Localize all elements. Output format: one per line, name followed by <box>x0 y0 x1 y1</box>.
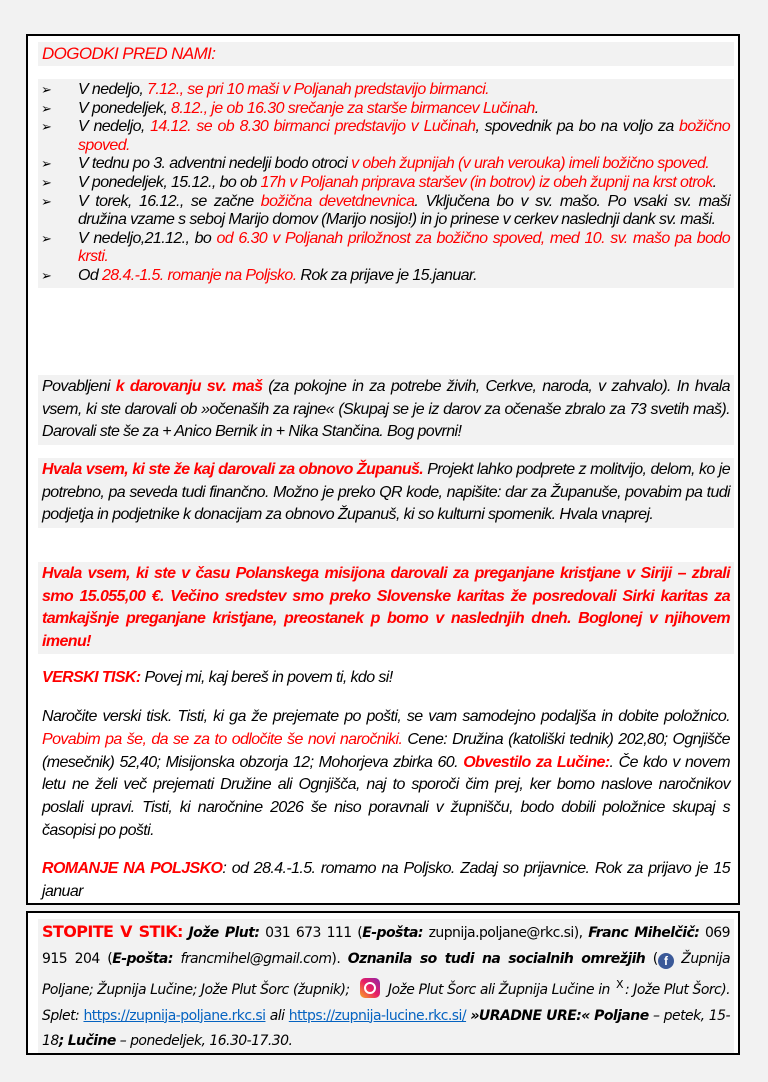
announcements-box <box>26 34 740 905</box>
religious-press-heading <box>38 666 734 691</box>
web-or: ali <box>269 1007 285 1024</box>
contact-box <box>26 911 740 1055</box>
event-text-segment: 17h v Poljanah priprava staršev (in botrov) iz obeh župnij na krst otrok <box>260 173 713 191</box>
pilgrimage-poland-paragraph <box>38 857 734 904</box>
events-list-container <box>38 79 734 288</box>
event-text-segment: , spovednik pa bo na voljo za <box>475 118 680 136</box>
hours-place-lucine: Lučine <box>67 1033 116 1049</box>
web-label: Splet: <box>42 1007 80 1024</box>
paragraph-text-segment: Povabim pa še, da se za to odločite še novi naročniki. <box>42 730 403 748</box>
event-text-segment: . <box>712 173 717 191</box>
event-text-segment: 7.12., se pri 10 maši v Poljanah predstavijo birmanci. <box>147 81 490 98</box>
religious-press-paragraph <box>38 705 734 844</box>
arrow-bullet-icon: ➢ <box>41 174 52 190</box>
event-text-segment: Od <box>78 266 102 284</box>
zupanus-donation-paragraph <box>38 458 734 528</box>
events-list <box>38 81 730 286</box>
person2-name: Franc Mihelčič: <box>588 925 700 941</box>
person1-email: zupnija.poljane@rkc.si <box>428 925 574 941</box>
event-item <box>38 193 730 230</box>
event-text-segment: Rok za prijave je 15.januar. <box>296 266 477 284</box>
paragraph-text-segment: Obvestilo za Lučine: <box>463 753 610 771</box>
person1-phone: 031 673 111 <box>265 925 352 941</box>
arrow-bullet-icon: ➢ <box>41 100 52 116</box>
event-text-segment: 28.4.-1.5. romanje na Poljsko. <box>102 266 297 284</box>
paragraph-text-segment: : od 28.4.-1.5. romamo na Poljsko. Zadaj so prijavnice. Rok za prijavo je 15 januar <box>42 860 730 900</box>
event-item <box>38 118 730 155</box>
event-item <box>38 81 730 100</box>
hours-time-poljane: – petek, 15-18 <box>42 1007 731 1049</box>
paragraph-text-segment: . Če kdo v novem letu ne želi več prejemati Družine ali Ognjišča, naj to sporoči čim prej, ker bomo naslove naročnikov poslali upravi. Tisti, ki naročnine 2026 še niso poravnali v župnišču, bodo dobili položnice skupaj s časopisi po pošti. <box>42 753 730 839</box>
paragraph-text-segment: Povej mi, kaj bereš in povem ti, kdo si! <box>140 669 393 686</box>
event-item <box>38 230 730 267</box>
event-item <box>38 174 730 193</box>
paragraph-text-segment: Povabljeni <box>42 378 116 395</box>
email-label: E-pošta: <box>362 925 423 941</box>
person1-name: Jože Plut: <box>188 925 260 941</box>
event-text-segment: V nedeljo,21.12., bo <box>78 229 217 247</box>
event-text-segment: V nedeljo, <box>78 118 151 136</box>
event-text-segment: V ponedeljek, 15.12., bo ob <box>78 173 261 191</box>
web-link-lucine[interactable]: https://zupnija-lucine.rkc.si/ <box>288 1007 467 1024</box>
event-text-segment: . <box>534 99 539 117</box>
facebook-icon: f <box>658 953 674 969</box>
paragraph-text-segment: Naročite verski tisk. Tisti, ki ga že prejemate po pošti, se vam samodejno podaljša in dobite položnico. <box>42 708 730 725</box>
event-text-segment: 14.12. se ob 8.30 birmanci predstavijo v Lučinah <box>150 118 476 136</box>
event-text-segment: v obeh župnijah (v urah verouka) imeli božično spoved. <box>351 155 710 173</box>
arrow-bullet-icon: ➢ <box>41 230 52 246</box>
paragraph-text-segment: VERSKI TISK: <box>42 669 141 686</box>
event-text-segment: 8.12., je ob 16.30 srečanje za starše birmancev Lučinah <box>171 99 535 117</box>
arrow-bullet-icon: ➢ <box>41 82 52 97</box>
arrow-bullet-icon: ➢ <box>41 156 52 172</box>
mass-donation-paragraph <box>38 375 734 445</box>
syria-mission-paragraph <box>38 562 734 654</box>
event-text-segment: božična devetdnevnica <box>260 192 415 210</box>
web-link-poljane[interactable]: https://zupnija-poljane.rkc.si <box>83 1007 266 1024</box>
hours-place-poljane: Poljane <box>594 1007 649 1024</box>
event-text-segment: božično spoved. <box>78 118 730 154</box>
paragraph-text-segment: Cene: Družina (katoliški tednik) 202,80; Ognjišče (mesečnik) 52,40; Misijonska obzorja 12; Mohorjeva zbirka 60. <box>42 730 730 771</box>
event-text-segment: V torek, 16.12., se začne <box>78 192 261 210</box>
paragraph-text-segment: Projekt lahko podprete z molitvijo, delom, ko je potrebno, pa seveda tudi finančno. Možno je preko QR kode, napišite: dar za Županuše, povabim pa tudi podjetja in podjetnike k donacijam za obnovo Županuš, ki so kulturni spomenik. Hvala vnaprej. <box>42 461 731 523</box>
event-text-segment: . Vključena bo v sv. mašo. Po vsaki sv. maši družina vzame s seboj Marijo domov (Marijo nosijo!) in jo prinese v cerkev naslednji dank sv. maši. <box>78 192 730 229</box>
contact-label: STOPITE V STIK: <box>42 922 183 941</box>
arrow-bullet-icon: ➢ <box>41 193 52 209</box>
paragraph-text-segment: Hvala vsem, ki ste v času Polanskega misijona darovali za preganjane kristjane v Siriji – zbrali smo 15.055,00 €. Večino sredstev smo preko Slovenske karitas že posredovali Sirki karitas za tamkajšnje preganjane kristjane, preostanek p bomo v naslednjih dneh. Boglonej v njihovem imenu! <box>42 565 730 650</box>
person2-phone: 069 915 204 <box>42 925 731 967</box>
paragraph-text-segment: ROMANJE NA POLJSKO <box>42 860 223 877</box>
event-text-segment: V nedeljo, <box>78 81 148 98</box>
paragraph-text-segment: (za pokojne in za potrebe živih, Cerkve, naroda, v zahvalo). In hvala vsem, ki ste darovali ob »očenaših za rajne« (Skupaj se je iz darov za očenaše zbralo za 73 svetih maš). Darovali ste še za + Anico Bernik in + Nika Stančina. Bog povrni! <box>42 378 730 440</box>
instagram-icon <box>360 978 380 998</box>
person2-email: francmihel@gmail.com <box>180 950 332 967</box>
event-text-segment: V ponedeljek, <box>78 99 172 117</box>
event-item <box>38 155 730 174</box>
event-item <box>38 267 730 286</box>
x-pages: : Jože Plut Šorc). <box>625 982 731 998</box>
event-text-segment: od 6.30 v Poljanah priložnost za božično spoved, med 10. sv. mašo pa bodo krsti. <box>78 229 730 266</box>
hours-time-lucine: – ponedeljek, 16.30-17.30. <box>119 1033 293 1049</box>
email-label-2: E-pošta: <box>112 950 173 967</box>
arrow-bullet-icon: ➢ <box>41 119 52 135</box>
event-text-segment: V tednu po 3. adventni nedelji bodo otroci <box>78 155 352 173</box>
contact-info: STOPITE V STIK: Jože Plut: 031 673 111 (E-pošta: zupnija.poljane@rkc.si), Franc Mihelčič: 069 915 204 (E-pošta: francmihel@gmail.com). Oznanila so tudi na socialnih omrežjih ( f Župnija Poljane; Župnija Lučine; Jože Plut Šorc (župnik); Jože Plut Šorc ali Župnija Lučine in X : Jože Plut Šorc). Splet: https://zupnija-poljane.rkc.si ali https://zupnija-lucine.rkc.si/ »URADNE URE:« Poljane – petek, 15-18; Lučine – ponedeljek, 16.30-17.30. <box>38 919 734 1055</box>
social-intro: Oznanila so tudi na socialnih omrežjih <box>347 950 646 967</box>
paragraph-text-segment: Hvala vsem, ki ste že kaj darovali za obnovo Županuš. <box>42 461 424 478</box>
paragraph-text-segment: k darovanju sv. maš <box>115 378 263 395</box>
office-hours-label: »URADNE URE:« <box>470 1007 590 1024</box>
heading-text: DOGODKI PRED NAMI: <box>42 44 216 63</box>
facebook-pages: Župnija Poljane; Župnija Lučine; Jože Plut Šorc (župnik); <box>42 950 731 998</box>
event-item <box>38 100 730 119</box>
x-icon: X <box>616 978 623 991</box>
arrow-bullet-icon: ➢ <box>41 267 52 283</box>
instagram-pages: Jože Plut Šorc ali Župnija Lučine in <box>387 982 610 998</box>
section-heading-upcoming-events <box>38 42 734 66</box>
